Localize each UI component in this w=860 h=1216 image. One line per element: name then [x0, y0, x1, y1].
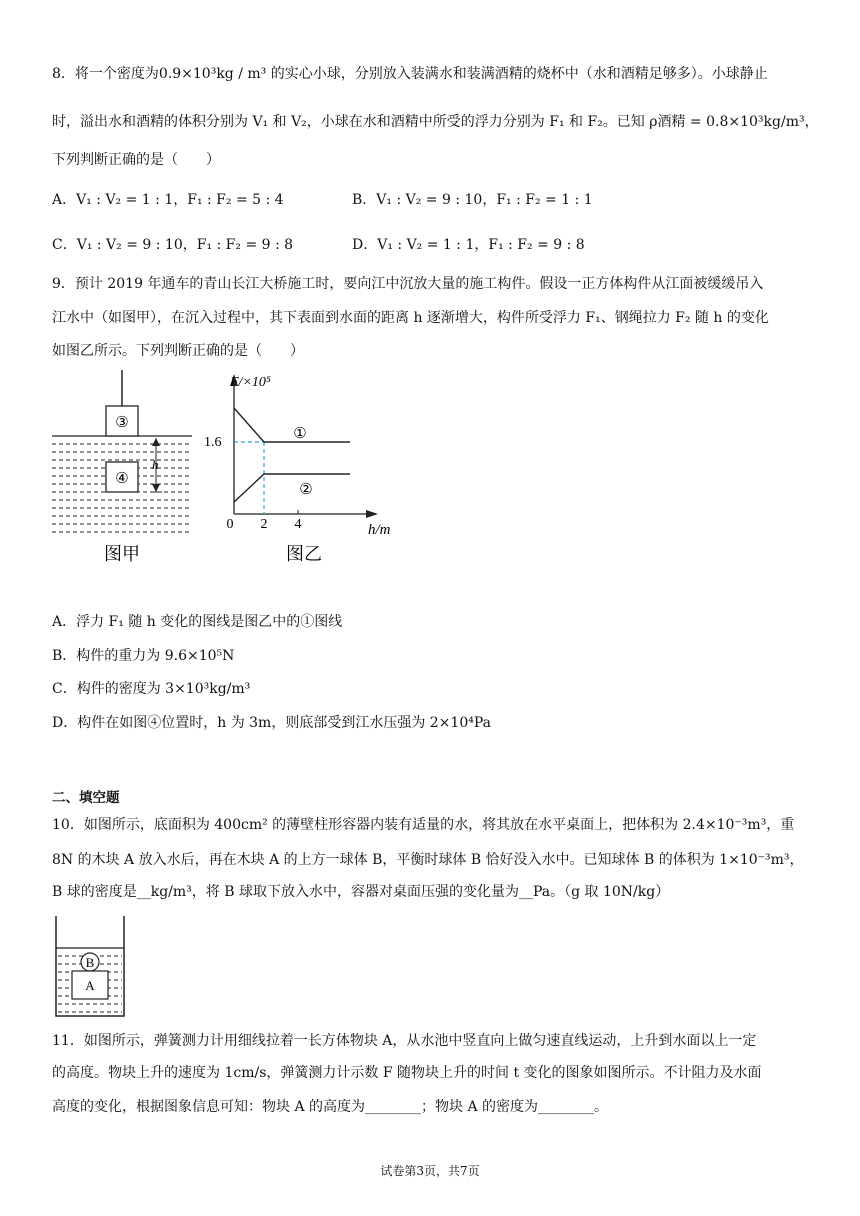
h-label: h — [152, 457, 159, 472]
figure-yi — [200, 366, 410, 566]
q10-stem-line3: B 球的密度是__kg/m³，将 B 球取下放入水中，容器对桌面压强的变化量为__Pa。（g 取 10N/kg） — [52, 884, 670, 900]
curve-2-label: ② — [299, 482, 313, 498]
x-tick-0: 0 — [226, 517, 234, 532]
x-axis-label: h/m — [368, 522, 391, 538]
caption-yi: 图乙 — [286, 544, 322, 564]
ball-b-label: B — [85, 955, 95, 970]
q9-option-c: C．构件的密度为 3×10³kg/m³ — [52, 681, 251, 697]
curve-1-label: ① — [293, 426, 307, 442]
q8-stem-line3: 下列判断正确的是（ ） — [52, 152, 220, 168]
q10-stem-line2: 8N 的木块 A 放入水后，再在木块 A 的上方一球体 B，平衡时球体 B 恰好没入水中。已知球体 B 的体积为 1×10⁻³m³， — [52, 852, 804, 868]
q8-stem-line2: 时，溢出水和酒精的体积分别为 V₁ 和 V₂，小球在水和酒精中所受的浮力分别为 F₁ 和 F₂。已知 ρ酒精 = 0.8×10³kg/m³， — [52, 114, 819, 130]
q8-option-d: D．V₁ : V₂ = 1 : 1，F₁ : F₂ = 9 : 8 — [352, 237, 585, 253]
q8-option-a: A．V₁ : V₂ = 1 : 1，F₁ : F₂ = 5 : 4 — [52, 192, 284, 208]
q8-stem-line1: 8．将一个密度为0.9×10³kg / m³ 的实心小球，分别放入装满水和装满酒精的烧杯中（水和酒精足够多）。小球静止 — [52, 66, 768, 82]
curve-1 — [234, 408, 350, 442]
q9-stem-line2: 江水中（如图甲），在沉入过程中，其下表面到水面的距离 h 逐渐增大，构件所受浮力 F₁、钢绳拉力 F₂ 随 h 的变化 — [52, 310, 769, 326]
y-axis-label: F/×10⁵ — [230, 375, 271, 390]
q11-stem-line3: 高度的变化，根据图象信息可知：物块 A 的高度为________；物块 A 的密度为________。 — [52, 1099, 609, 1115]
x-tick-2: 2 — [260, 517, 268, 532]
block-label-3: ③ — [115, 415, 129, 431]
block-label-4: ④ — [115, 471, 129, 487]
curve-2 — [234, 474, 350, 502]
q9-stem-line1: 9．预计 2019 年通车的青山长江大桥施工时，要向江中沉放大量的施工构件。假设一正方体构件从江面被缓缓吊入 — [52, 276, 764, 292]
block-a-label: A — [85, 978, 95, 993]
q11-stem-line2: 的高度。物块上升的速度为 1cm/s，弹簧测力计示数 F 随物块上升的时间 t 变化的图象如图所示。不计阻力及水面 — [52, 1065, 762, 1081]
page-footer: 试卷第3页，共7页 — [380, 1164, 480, 1178]
q9-option-d: D．构件在如图④位置时，h 为 3m，则底部受到江水压强为 2×10⁴Pa — [52, 715, 491, 731]
q8-option-b: B．V₁ : V₂ = 9 : 10，F₁ : F₂ = 1 : 1 — [352, 192, 593, 208]
q11-stem-line1: 11．如图所示，弹簧测力计用细线拉着一长方体物块 A，从水池中竖直向上做匀速直线运动，上升到水面以上一定 — [52, 1033, 757, 1049]
figure-jia — [52, 366, 202, 566]
y-tick-1-6: 1.6 — [204, 435, 222, 450]
section-title: 二、填空题 — [52, 790, 120, 806]
q9-option-a: A．浮力 F₁ 随 h 变化的图线是图乙中的①图线 — [52, 614, 343, 630]
q9-stem-line3: 如图乙所示。下列判断正确的是（ ） — [52, 343, 304, 359]
x-tick-4: 4 — [294, 517, 302, 532]
q10-stem-line1: 10．如图所示，底面积为 400cm² 的薄壁柱形容器内装有适量的水，将其放在水平桌面上，把体积为 2.4×10⁻³m³，重 — [52, 817, 795, 833]
caption-jia: 图甲 — [104, 544, 140, 564]
q10-container-figure — [52, 912, 132, 1022]
q8-option-c: C．V₁ : V₂ = 9 : 10，F₁ : F₂ = 9 : 8 — [52, 237, 294, 253]
q9-option-b: B．构件的重力为 9.6×10⁵N — [52, 648, 235, 664]
